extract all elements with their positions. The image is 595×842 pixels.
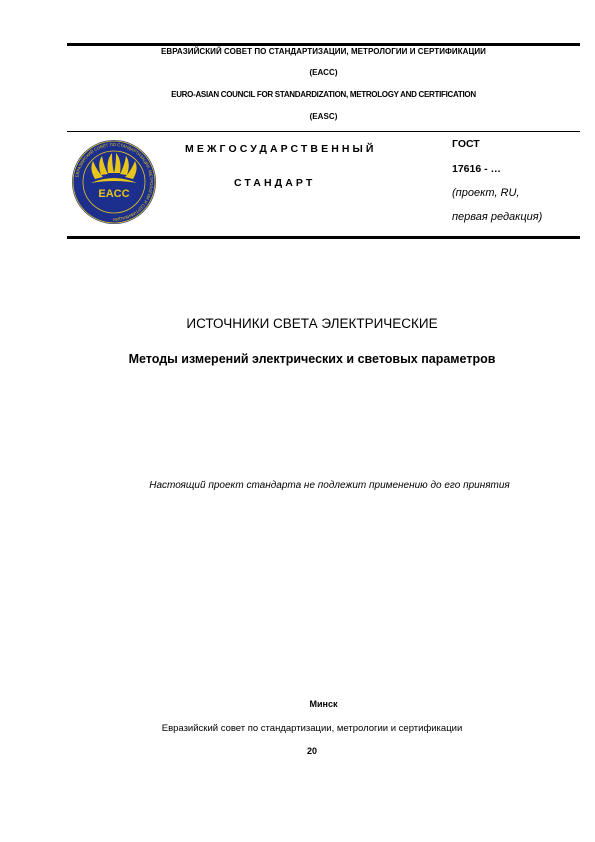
document-subtitle: Методы измерений электрических и световых параметров (128, 352, 496, 366)
council-name-ru: ЕВРАЗИЙСКИЙ СОВЕТ ПО СТАНДАРТИЗАЦИИ, МЕТРОЛОГИИ И СЕРТИФИКАЦИИ (161, 47, 486, 56)
gost-label: ГОСТ (452, 138, 480, 150)
emblem-ring-text: ЕВРАЗИЙСКИЙ СОВЕТ ПО СТАНДАРТИЗАЦИИ, МЕТРОЛОГИИ И СЕРТИФИКАЦИИ (74, 141, 155, 223)
top-rule (67, 43, 580, 46)
council-abbr-en: (EASC) (309, 112, 338, 121)
publisher-name: Евразийский совет по стандартизации, метрологии и сертификации (161, 723, 463, 734)
standard-label: СТАНДАРТ (234, 177, 316, 189)
edition-status: первая редакция) (452, 211, 543, 223)
council-abbr-ru: (ЕАСС) (309, 68, 338, 77)
draft-notice: Настоящий проект стандарта не подлежит применению до его принятия (149, 480, 510, 491)
draft-status: (проект, RU, (452, 187, 520, 199)
document-title: ИСТОЧНИКИ СВЕТА ЭЛЕКТРИЧЕСКИЕ (186, 316, 438, 331)
gost-number: 17616 - … (452, 163, 502, 175)
designation-rule (67, 236, 580, 239)
council-name-en: EURO-ASIAN COUNCIL FOR STANDARDIZATION, METROLOGY AND CERTIFICATION (171, 90, 476, 99)
interstate-label: МЕЖГОСУДАРСТВЕННЫЙ (185, 143, 377, 155)
header-divider (67, 131, 580, 132)
publication-city: Минск (309, 699, 338, 709)
publication-year: 20 (306, 746, 317, 756)
easc-emblem-icon (71, 139, 157, 225)
emblem-center-text: EACC (98, 188, 130, 200)
